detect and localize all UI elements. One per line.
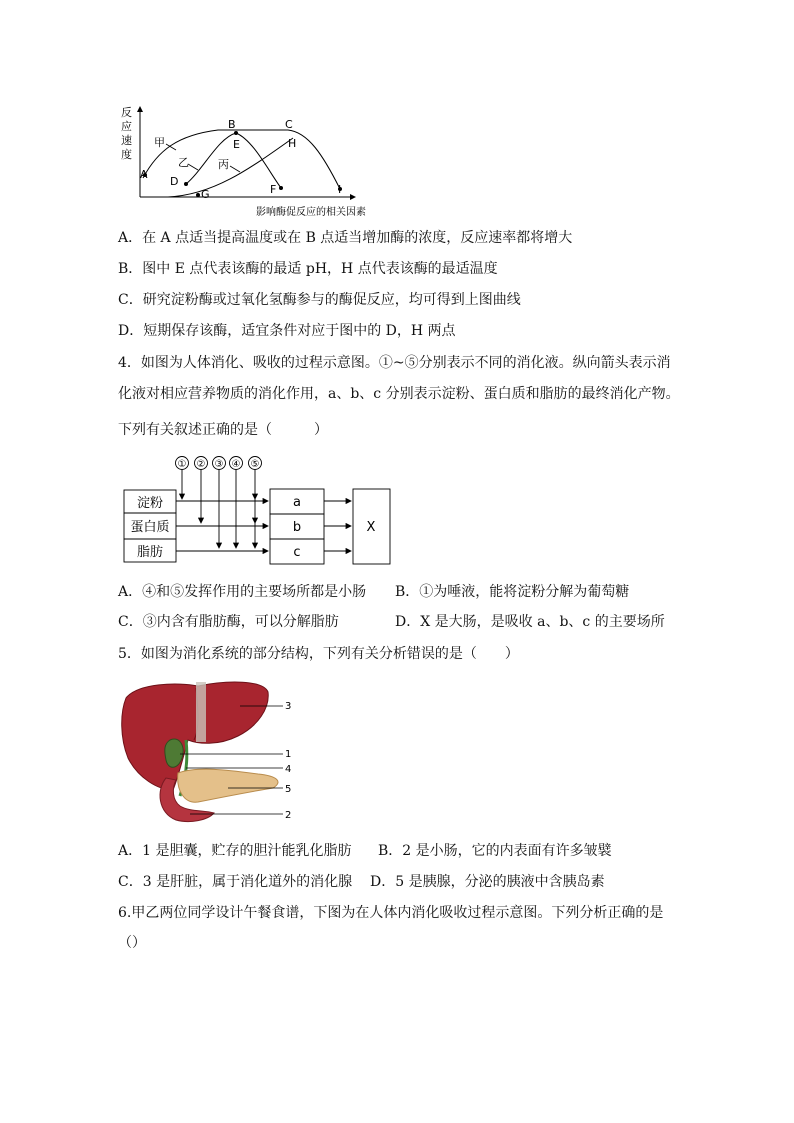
x-axis-arrow	[350, 194, 356, 200]
product-b: b	[292, 520, 302, 535]
enzyme-reaction-graph	[118, 100, 368, 220]
y-axis-label-char: 应	[121, 120, 132, 133]
product-c: c	[293, 545, 301, 560]
point-label-g: G	[201, 188, 210, 201]
q5-option-b: B．2 是小肠，它的内表面有许多皱襞	[378, 843, 612, 859]
q5-option-a: A．1 是胆囊，贮存的胆汁能乳化脂肪	[118, 843, 352, 859]
curve-label-jia: 甲	[154, 136, 165, 149]
nutrient-starch: 淀粉	[136, 496, 164, 511]
q6-stem-line: （）	[118, 935, 146, 951]
q5-stem: 5．如图为消化系统的部分结构，下列有关分析错误的是（ ）	[118, 646, 519, 662]
y-axis-label-char: 度	[121, 148, 132, 161]
y-axis-label-char: 反	[121, 106, 132, 119]
y-axis-label-char: 速	[121, 134, 132, 147]
point-e	[234, 131, 238, 135]
point-label-d: D	[170, 175, 179, 188]
curve-label-yi-leader	[188, 164, 198, 170]
organ-label-4: 4	[285, 764, 292, 775]
q4-option-c: C．③内含有脂肪酶，可以分解脂肪	[118, 614, 339, 630]
svg-text:①: ①	[177, 459, 187, 470]
q3-option-c: C．研究淀粉酶或过氧化氢酶参与的酶促反应，均可得到上图曲线	[118, 292, 521, 308]
point-label-i: I	[338, 183, 342, 196]
q3-option-b: B．图中 E 点代表该酶的最适 pH，H 点代表该酶的最适温度	[118, 261, 498, 277]
svg-text:④: ④	[231, 459, 241, 470]
product-a: a	[293, 495, 301, 510]
organ-label-5: 5	[285, 784, 292, 795]
juice-4	[230, 457, 243, 471]
q4-option-b: B．①为唾液，能将淀粉分解为葡萄糖	[395, 584, 630, 600]
q5-option-c: C．3 是肝脏，属于消化道外的消化腺	[118, 874, 353, 890]
juice-2	[195, 457, 208, 471]
juice-1	[176, 457, 189, 471]
digestive-organs-figure	[118, 678, 308, 826]
q3-option-d: D．短期保存该酶，适宜条件对应于图中的 D，H 两点	[118, 323, 456, 339]
q4-option-a: A．④和⑤发挥作用的主要场所都是小肠	[118, 584, 367, 600]
point-d	[184, 182, 188, 186]
point-label-a: A	[140, 168, 148, 181]
final-x: X	[366, 520, 376, 535]
q3-option-a: A．在 A 点适当提高温度或在 B 点适当增加酶的浓度，反应速率都将增大	[118, 230, 573, 246]
organ-label-3: 3	[285, 701, 292, 712]
pancreas	[178, 769, 278, 802]
curve-label-bing-leader	[230, 166, 240, 172]
point-label-c: C	[285, 118, 293, 131]
point-label-e: E	[233, 138, 240, 151]
curve-label-bing: 丙	[218, 158, 229, 171]
digestion-flow-diagram	[118, 452, 398, 570]
organ-label-2: 2	[285, 810, 292, 821]
x-axis-label: 影响酶促反应的相关因素	[256, 207, 366, 218]
svg-text:⑤: ⑤	[250, 459, 260, 470]
nutrient-fat: 脂肪	[136, 545, 164, 560]
nutrient-protein: 蛋白质	[130, 520, 170, 535]
q6-stem-line: 6.甲乙两位同学设计午餐食谱，下图为在人体内消化吸收过程示意图。下列分析正确的是	[118, 905, 664, 921]
q5-option-d: D．5 是胰腺，分泌的胰液中含胰岛素	[370, 874, 605, 890]
svg-text:②: ②	[196, 459, 206, 470]
q4-stem-line: 4．如图为人体消化、吸收的过程示意图。①~⑤分别表示不同的消化液。纵向箭头表示消	[118, 355, 671, 371]
q4-stem-line: 化液对相应营养物质的消化作用，a、b、c 分别表示淀粉、蛋白质和脂肪的最终消化产物。	[118, 386, 680, 402]
q4-stem-line: 下列有关叙述正确的是（ ）	[118, 422, 328, 438]
curve-label-yi: 乙	[178, 156, 189, 169]
point-label-f: F	[270, 183, 277, 196]
juice-3	[213, 457, 226, 471]
svg-text:③: ③	[214, 459, 224, 470]
q4-option-d: D．X 是大肠，是吸收 a、b、c 的主要场所	[395, 614, 665, 630]
point-label-h: H	[288, 137, 297, 150]
point-label-b: B	[228, 118, 236, 131]
point-g	[196, 193, 200, 197]
y-axis-arrow	[137, 106, 143, 112]
point-f	[279, 186, 283, 190]
organ-label-1: 1	[285, 749, 292, 760]
juice-5	[249, 457, 262, 471]
